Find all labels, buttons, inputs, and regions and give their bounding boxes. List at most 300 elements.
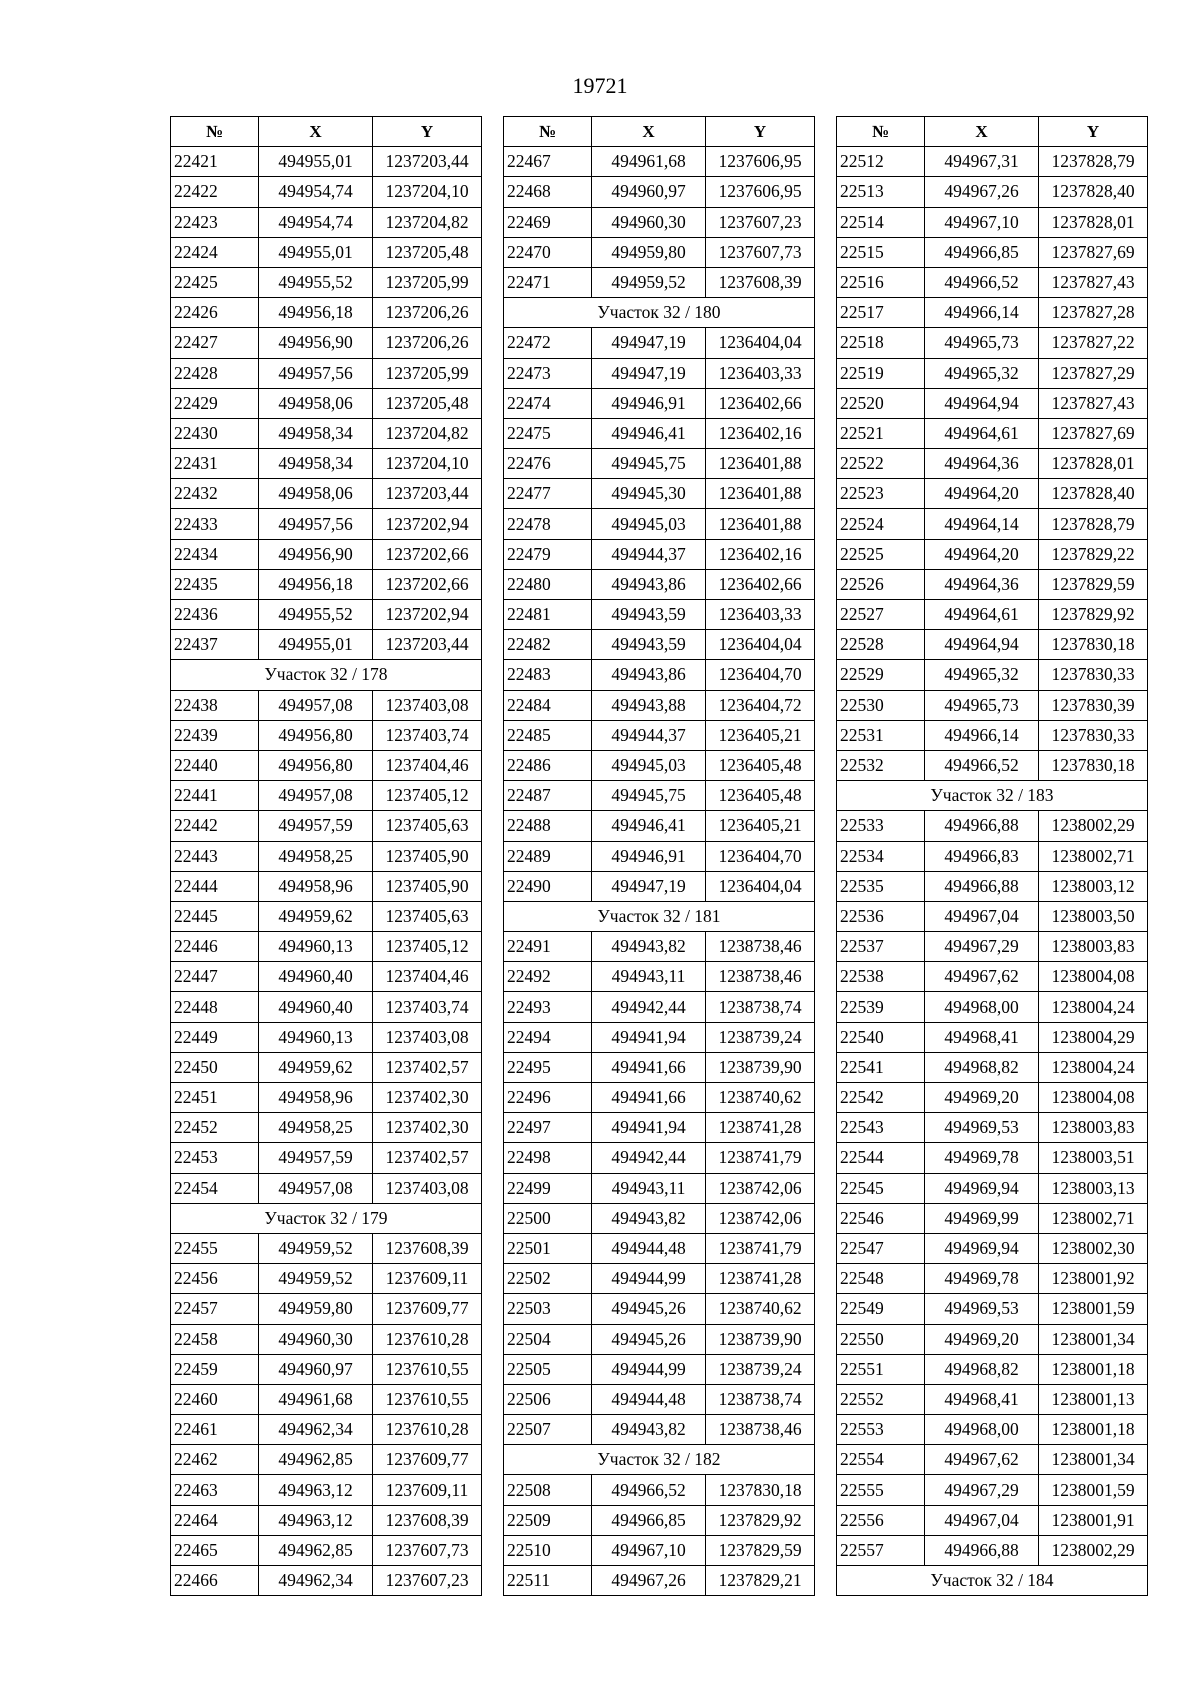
x-coordinate-cell: 494955,01 xyxy=(259,237,373,267)
x-coordinate-cell: 494959,52 xyxy=(259,1233,373,1263)
point-number-cell: 22534 xyxy=(837,841,925,871)
y-coordinate-cell: 1237405,90 xyxy=(373,841,482,871)
point-number-cell: 22500 xyxy=(504,1203,592,1233)
table-row xyxy=(504,600,815,630)
y-coordinate-cell: 1237830,33 xyxy=(1039,720,1148,750)
point-number-cell: 22506 xyxy=(504,1384,592,1414)
column-header-number: № xyxy=(171,117,259,147)
y-coordinate-cell: 1237608,39 xyxy=(706,267,815,297)
table-row xyxy=(837,690,1148,720)
table-row xyxy=(504,418,815,448)
table-row xyxy=(837,418,1148,448)
y-coordinate-cell: 1237204,82 xyxy=(373,207,482,237)
x-coordinate-cell: 494955,01 xyxy=(259,147,373,177)
x-coordinate-cell: 494967,26 xyxy=(925,177,1039,207)
y-coordinate-cell: 1237829,59 xyxy=(706,1535,815,1565)
table-row xyxy=(171,932,482,962)
point-number-cell: 22487 xyxy=(504,781,592,811)
y-coordinate-cell: 1238003,12 xyxy=(1039,871,1148,901)
table-row xyxy=(837,1384,1148,1414)
point-number-cell: 22486 xyxy=(504,750,592,780)
x-coordinate-cell: 494945,03 xyxy=(592,509,706,539)
table-row xyxy=(837,569,1148,599)
table-row xyxy=(171,1354,482,1384)
x-coordinate-cell: 494960,13 xyxy=(259,1022,373,1052)
x-coordinate-cell: 494956,18 xyxy=(259,298,373,328)
y-coordinate-cell: 1237206,26 xyxy=(373,298,482,328)
y-coordinate-cell: 1237828,79 xyxy=(1039,509,1148,539)
section-label: Участок 32 / 178 xyxy=(171,660,482,690)
x-coordinate-cell: 494966,88 xyxy=(925,811,1039,841)
table-row xyxy=(171,962,482,992)
x-coordinate-cell: 494965,73 xyxy=(925,690,1039,720)
table-row xyxy=(837,1475,1148,1505)
x-coordinate-cell: 494960,30 xyxy=(592,207,706,237)
x-coordinate-cell: 494944,37 xyxy=(592,720,706,750)
column-header-y: Y xyxy=(1039,117,1148,147)
table-row xyxy=(171,1113,482,1143)
y-coordinate-cell: 1237828,40 xyxy=(1039,479,1148,509)
x-coordinate-cell: 494964,94 xyxy=(925,388,1039,418)
y-coordinate-cell: 1237830,18 xyxy=(1039,630,1148,660)
column-header-number: № xyxy=(504,117,592,147)
x-coordinate-cell: 494966,88 xyxy=(925,1535,1039,1565)
x-coordinate-cell: 494960,13 xyxy=(259,932,373,962)
point-number-cell: 22496 xyxy=(504,1083,592,1113)
table-row xyxy=(504,267,815,297)
table-row xyxy=(504,539,815,569)
y-coordinate-cell: 1238002,71 xyxy=(1039,1203,1148,1233)
y-coordinate-cell: 1237202,66 xyxy=(373,569,482,599)
table-row xyxy=(837,962,1148,992)
table-row xyxy=(504,1566,815,1596)
y-coordinate-cell: 1238742,06 xyxy=(706,1203,815,1233)
y-coordinate-cell: 1237830,18 xyxy=(1039,750,1148,780)
point-number-cell: 22446 xyxy=(171,932,259,962)
table-row xyxy=(504,237,815,267)
x-coordinate-cell: 494945,03 xyxy=(592,750,706,780)
table-row xyxy=(504,449,815,479)
y-coordinate-cell: 1237403,74 xyxy=(373,992,482,1022)
x-coordinate-cell: 494957,08 xyxy=(259,1173,373,1203)
y-coordinate-cell: 1238002,29 xyxy=(1039,1535,1148,1565)
table-row xyxy=(504,207,815,237)
table-row xyxy=(837,1022,1148,1052)
y-coordinate-cell: 1238003,13 xyxy=(1039,1173,1148,1203)
point-number-cell: 22555 xyxy=(837,1475,925,1505)
y-coordinate-cell: 1237402,57 xyxy=(373,1052,482,1082)
point-number-cell: 22473 xyxy=(504,358,592,388)
table-row xyxy=(504,328,815,358)
y-coordinate-cell: 1237203,44 xyxy=(373,630,482,660)
table-row xyxy=(171,207,482,237)
x-coordinate-cell: 494964,20 xyxy=(925,479,1039,509)
x-coordinate-cell: 494955,52 xyxy=(259,267,373,297)
point-number-cell: 22499 xyxy=(504,1173,592,1203)
point-number-cell: 22509 xyxy=(504,1505,592,1535)
y-coordinate-cell: 1237829,92 xyxy=(706,1505,815,1535)
x-coordinate-cell: 494944,99 xyxy=(592,1264,706,1294)
y-coordinate-cell: 1237607,23 xyxy=(373,1566,482,1596)
table-row xyxy=(837,449,1148,479)
x-coordinate-cell: 494966,85 xyxy=(592,1505,706,1535)
table-row xyxy=(171,449,482,479)
table-row xyxy=(837,871,1148,901)
x-coordinate-cell: 494969,20 xyxy=(925,1324,1039,1354)
table-row xyxy=(837,901,1148,931)
point-number-cell: 22553 xyxy=(837,1415,925,1445)
table-row xyxy=(171,630,482,660)
table-row xyxy=(837,1083,1148,1113)
x-coordinate-cell: 494945,26 xyxy=(592,1324,706,1354)
point-number-cell: 22464 xyxy=(171,1505,259,1535)
x-coordinate-cell: 494956,90 xyxy=(259,328,373,358)
point-number-cell: 22436 xyxy=(171,600,259,630)
y-coordinate-cell: 1237609,77 xyxy=(373,1445,482,1475)
y-coordinate-cell: 1237403,74 xyxy=(373,720,482,750)
point-number-cell: 22546 xyxy=(837,1203,925,1233)
x-coordinate-cell: 494964,94 xyxy=(925,630,1039,660)
table-row xyxy=(504,1475,815,1505)
point-number-cell: 22445 xyxy=(171,901,259,931)
x-coordinate-cell: 494958,06 xyxy=(259,479,373,509)
table-row xyxy=(504,630,815,660)
point-number-cell: 22468 xyxy=(504,177,592,207)
x-coordinate-cell: 494941,66 xyxy=(592,1052,706,1082)
x-coordinate-cell: 494959,62 xyxy=(259,1052,373,1082)
point-number-cell: 22435 xyxy=(171,569,259,599)
table-row xyxy=(504,1415,815,1445)
point-number-cell: 22431 xyxy=(171,449,259,479)
table-row xyxy=(837,1415,1148,1445)
x-coordinate-cell: 494946,41 xyxy=(592,418,706,448)
x-coordinate-cell: 494969,78 xyxy=(925,1264,1039,1294)
column-header-number: № xyxy=(837,117,925,147)
y-coordinate-cell: 1237827,43 xyxy=(1039,267,1148,297)
table-row xyxy=(837,750,1148,780)
y-coordinate-cell: 1238003,51 xyxy=(1039,1143,1148,1173)
x-coordinate-cell: 494955,52 xyxy=(259,600,373,630)
point-number-cell: 22454 xyxy=(171,1173,259,1203)
point-number-cell: 22433 xyxy=(171,509,259,539)
y-coordinate-cell: 1238738,46 xyxy=(706,1415,815,1445)
y-coordinate-cell: 1237830,39 xyxy=(1039,690,1148,720)
x-coordinate-cell: 494958,96 xyxy=(259,1083,373,1113)
point-number-cell: 22524 xyxy=(837,509,925,539)
y-coordinate-cell: 1237607,73 xyxy=(706,237,815,267)
point-number-cell: 22491 xyxy=(504,932,592,962)
point-number-cell: 22525 xyxy=(837,539,925,569)
point-number-cell: 22513 xyxy=(837,177,925,207)
point-number-cell: 22469 xyxy=(504,207,592,237)
section-label: Участок 32 / 183 xyxy=(837,781,1148,811)
table-row xyxy=(504,479,815,509)
table-row xyxy=(837,207,1148,237)
table-row xyxy=(171,509,482,539)
x-coordinate-cell: 494960,40 xyxy=(259,992,373,1022)
table-row xyxy=(504,1354,815,1384)
point-number-cell: 22455 xyxy=(171,1233,259,1263)
table-row xyxy=(171,600,482,630)
point-number-cell: 22427 xyxy=(171,328,259,358)
x-coordinate-cell: 494966,83 xyxy=(925,841,1039,871)
x-coordinate-cell: 494943,82 xyxy=(592,932,706,962)
x-coordinate-cell: 494945,30 xyxy=(592,479,706,509)
table-row xyxy=(171,569,482,599)
point-number-cell: 22426 xyxy=(171,298,259,328)
section-label: Участок 32 / 179 xyxy=(171,1203,482,1233)
x-coordinate-cell: 494961,68 xyxy=(259,1384,373,1414)
x-coordinate-cell: 494966,52 xyxy=(925,750,1039,780)
point-number-cell: 22549 xyxy=(837,1294,925,1324)
y-coordinate-cell: 1238001,18 xyxy=(1039,1415,1148,1445)
y-coordinate-cell: 1237403,08 xyxy=(373,1022,482,1052)
x-coordinate-cell: 494946,91 xyxy=(592,841,706,871)
point-number-cell: 22551 xyxy=(837,1354,925,1384)
y-coordinate-cell: 1238741,28 xyxy=(706,1264,815,1294)
table-row xyxy=(837,388,1148,418)
x-coordinate-cell: 494968,82 xyxy=(925,1354,1039,1384)
table-row xyxy=(837,1505,1148,1535)
x-coordinate-cell: 494960,97 xyxy=(592,177,706,207)
table-row xyxy=(504,1294,815,1324)
y-coordinate-cell: 1237204,10 xyxy=(373,177,482,207)
table-row xyxy=(171,328,482,358)
point-number-cell: 22542 xyxy=(837,1083,925,1113)
y-coordinate-cell: 1238004,08 xyxy=(1039,962,1148,992)
x-coordinate-cell: 494964,36 xyxy=(925,569,1039,599)
x-coordinate-cell: 494969,20 xyxy=(925,1083,1039,1113)
table-row xyxy=(504,1083,815,1113)
x-coordinate-cell: 494964,61 xyxy=(925,418,1039,448)
y-coordinate-cell: 1238004,24 xyxy=(1039,1052,1148,1082)
table-row xyxy=(504,1022,815,1052)
y-coordinate-cell: 1237402,57 xyxy=(373,1143,482,1173)
x-coordinate-cell: 494944,48 xyxy=(592,1384,706,1414)
y-coordinate-cell: 1237206,26 xyxy=(373,328,482,358)
x-coordinate-cell: 494947,19 xyxy=(592,328,706,358)
table-row xyxy=(171,781,482,811)
point-number-cell: 22480 xyxy=(504,569,592,599)
table-row xyxy=(504,1143,815,1173)
point-number-cell: 22543 xyxy=(837,1113,925,1143)
x-coordinate-cell: 494968,00 xyxy=(925,1415,1039,1445)
table-row xyxy=(837,1113,1148,1143)
table-row xyxy=(504,690,815,720)
column-header-x: X xyxy=(259,117,373,147)
y-coordinate-cell: 1238742,06 xyxy=(706,1173,815,1203)
point-number-cell: 22477 xyxy=(504,479,592,509)
table-row xyxy=(837,267,1148,297)
x-coordinate-cell: 494941,94 xyxy=(592,1113,706,1143)
x-coordinate-cell: 494957,59 xyxy=(259,811,373,841)
point-number-cell: 22494 xyxy=(504,1022,592,1052)
y-coordinate-cell: 1238001,59 xyxy=(1039,1294,1148,1324)
point-number-cell: 22482 xyxy=(504,630,592,660)
point-number-cell: 22458 xyxy=(171,1324,259,1354)
x-coordinate-cell: 494967,31 xyxy=(925,147,1039,177)
y-coordinate-cell: 1238738,74 xyxy=(706,992,815,1022)
table-row xyxy=(837,177,1148,207)
point-number-cell: 22472 xyxy=(504,328,592,358)
point-number-cell: 22533 xyxy=(837,811,925,841)
point-number-cell: 22463 xyxy=(171,1475,259,1505)
point-number-cell: 22424 xyxy=(171,237,259,267)
x-coordinate-cell: 494957,08 xyxy=(259,690,373,720)
x-coordinate-cell: 494945,75 xyxy=(592,449,706,479)
point-number-cell: 22548 xyxy=(837,1264,925,1294)
point-number-cell: 22474 xyxy=(504,388,592,418)
point-number-cell: 22520 xyxy=(837,388,925,418)
point-number-cell: 22488 xyxy=(504,811,592,841)
y-coordinate-cell: 1238004,24 xyxy=(1039,992,1148,1022)
y-coordinate-cell: 1237404,46 xyxy=(373,962,482,992)
x-coordinate-cell: 494958,34 xyxy=(259,418,373,448)
point-number-cell: 22518 xyxy=(837,328,925,358)
column-header-y: Y xyxy=(706,117,815,147)
point-number-cell: 22428 xyxy=(171,358,259,388)
x-coordinate-cell: 494965,32 xyxy=(925,358,1039,388)
table-row xyxy=(171,147,482,177)
x-coordinate-cell: 494941,66 xyxy=(592,1083,706,1113)
point-number-cell: 22545 xyxy=(837,1173,925,1203)
x-coordinate-cell: 494967,10 xyxy=(592,1535,706,1565)
point-number-cell: 22537 xyxy=(837,932,925,962)
x-coordinate-cell: 494964,36 xyxy=(925,449,1039,479)
y-coordinate-cell: 1237403,08 xyxy=(373,1173,482,1203)
table-row xyxy=(504,1173,815,1203)
table-row xyxy=(171,1143,482,1173)
x-coordinate-cell: 494967,29 xyxy=(925,1475,1039,1505)
point-number-cell: 22423 xyxy=(171,207,259,237)
table-row xyxy=(171,1566,482,1596)
y-coordinate-cell: 1238003,50 xyxy=(1039,901,1148,931)
column-header-x: X xyxy=(925,117,1039,147)
table-row xyxy=(837,1173,1148,1203)
x-coordinate-cell: 494946,41 xyxy=(592,811,706,841)
table-row xyxy=(171,841,482,871)
y-coordinate-cell: 1237609,11 xyxy=(373,1264,482,1294)
point-number-cell: 22460 xyxy=(171,1384,259,1414)
y-coordinate-cell: 1237402,30 xyxy=(373,1113,482,1143)
point-number-cell: 22465 xyxy=(171,1535,259,1565)
y-coordinate-cell: 1236404,70 xyxy=(706,660,815,690)
table-row xyxy=(837,509,1148,539)
point-number-cell: 22450 xyxy=(171,1052,259,1082)
point-number-cell: 22456 xyxy=(171,1264,259,1294)
point-number-cell: 22498 xyxy=(504,1143,592,1173)
y-coordinate-cell: 1236402,16 xyxy=(706,418,815,448)
x-coordinate-cell: 494962,34 xyxy=(259,1566,373,1596)
table-row xyxy=(504,509,815,539)
y-coordinate-cell: 1237827,29 xyxy=(1039,358,1148,388)
point-number-cell: 22484 xyxy=(504,690,592,720)
x-coordinate-cell: 494960,97 xyxy=(259,1354,373,1384)
y-coordinate-cell: 1237205,48 xyxy=(373,388,482,418)
table-row xyxy=(504,841,815,871)
point-number-cell: 22483 xyxy=(504,660,592,690)
x-coordinate-cell: 494967,04 xyxy=(925,1505,1039,1535)
table-row xyxy=(504,871,815,901)
x-coordinate-cell: 494962,34 xyxy=(259,1415,373,1445)
x-coordinate-cell: 494947,19 xyxy=(592,871,706,901)
y-coordinate-cell: 1238738,46 xyxy=(706,932,815,962)
point-number-cell: 22462 xyxy=(171,1445,259,1475)
x-coordinate-cell: 494943,86 xyxy=(592,569,706,599)
point-number-cell: 22451 xyxy=(171,1083,259,1113)
table-row xyxy=(171,388,482,418)
y-coordinate-cell: 1238741,28 xyxy=(706,1113,815,1143)
point-number-cell: 22440 xyxy=(171,750,259,780)
coordinates-table-3 xyxy=(836,116,1148,1596)
x-coordinate-cell: 494959,80 xyxy=(592,237,706,267)
x-coordinate-cell: 494958,34 xyxy=(259,449,373,479)
table-row xyxy=(837,1143,1148,1173)
y-coordinate-cell: 1237202,94 xyxy=(373,509,482,539)
table-row xyxy=(171,177,482,207)
y-coordinate-cell: 1238738,46 xyxy=(706,962,815,992)
point-number-cell: 22432 xyxy=(171,479,259,509)
y-coordinate-cell: 1237205,99 xyxy=(373,267,482,297)
table-row xyxy=(171,1052,482,1082)
x-coordinate-cell: 494960,40 xyxy=(259,962,373,992)
x-coordinate-cell: 494963,12 xyxy=(259,1505,373,1535)
y-coordinate-cell: 1238001,91 xyxy=(1039,1505,1148,1535)
y-coordinate-cell: 1238002,30 xyxy=(1039,1233,1148,1263)
point-number-cell: 22479 xyxy=(504,539,592,569)
y-coordinate-cell: 1236404,72 xyxy=(706,690,815,720)
section-label: Участок 32 / 184 xyxy=(837,1566,1148,1596)
y-coordinate-cell: 1237607,23 xyxy=(706,207,815,237)
table-row xyxy=(171,1022,482,1052)
table-row xyxy=(504,750,815,780)
y-coordinate-cell: 1238001,34 xyxy=(1039,1445,1148,1475)
x-coordinate-cell: 494943,86 xyxy=(592,660,706,690)
point-number-cell: 22439 xyxy=(171,720,259,750)
y-coordinate-cell: 1237827,69 xyxy=(1039,237,1148,267)
y-coordinate-cell: 1237610,28 xyxy=(373,1324,482,1354)
point-number-cell: 22512 xyxy=(837,147,925,177)
x-coordinate-cell: 494945,75 xyxy=(592,781,706,811)
table-row xyxy=(837,1535,1148,1565)
page-number: 19721 xyxy=(572,73,628,98)
x-coordinate-cell: 494964,20 xyxy=(925,539,1039,569)
section-row xyxy=(837,1566,1148,1596)
point-number-cell: 22461 xyxy=(171,1415,259,1445)
point-number-cell: 22507 xyxy=(504,1415,592,1445)
x-coordinate-cell: 494943,59 xyxy=(592,600,706,630)
x-coordinate-cell: 494956,18 xyxy=(259,569,373,599)
point-number-cell: 22511 xyxy=(504,1566,592,1596)
table-row xyxy=(504,569,815,599)
table-row xyxy=(171,1324,482,1354)
table-row xyxy=(171,750,482,780)
table-row xyxy=(837,1324,1148,1354)
point-number-cell: 22422 xyxy=(171,177,259,207)
section-label: Участок 32 / 182 xyxy=(504,1445,815,1475)
y-coordinate-cell: 1236404,04 xyxy=(706,328,815,358)
y-coordinate-cell: 1236401,88 xyxy=(706,479,815,509)
table-row xyxy=(837,237,1148,267)
x-coordinate-cell: 494947,19 xyxy=(592,358,706,388)
table-row xyxy=(504,358,815,388)
section-label: Участок 32 / 181 xyxy=(504,901,815,931)
point-number-cell: 22516 xyxy=(837,267,925,297)
y-coordinate-cell: 1236404,70 xyxy=(706,841,815,871)
table-row xyxy=(837,1264,1148,1294)
point-number-cell: 22441 xyxy=(171,781,259,811)
x-coordinate-cell: 494969,99 xyxy=(925,1203,1039,1233)
